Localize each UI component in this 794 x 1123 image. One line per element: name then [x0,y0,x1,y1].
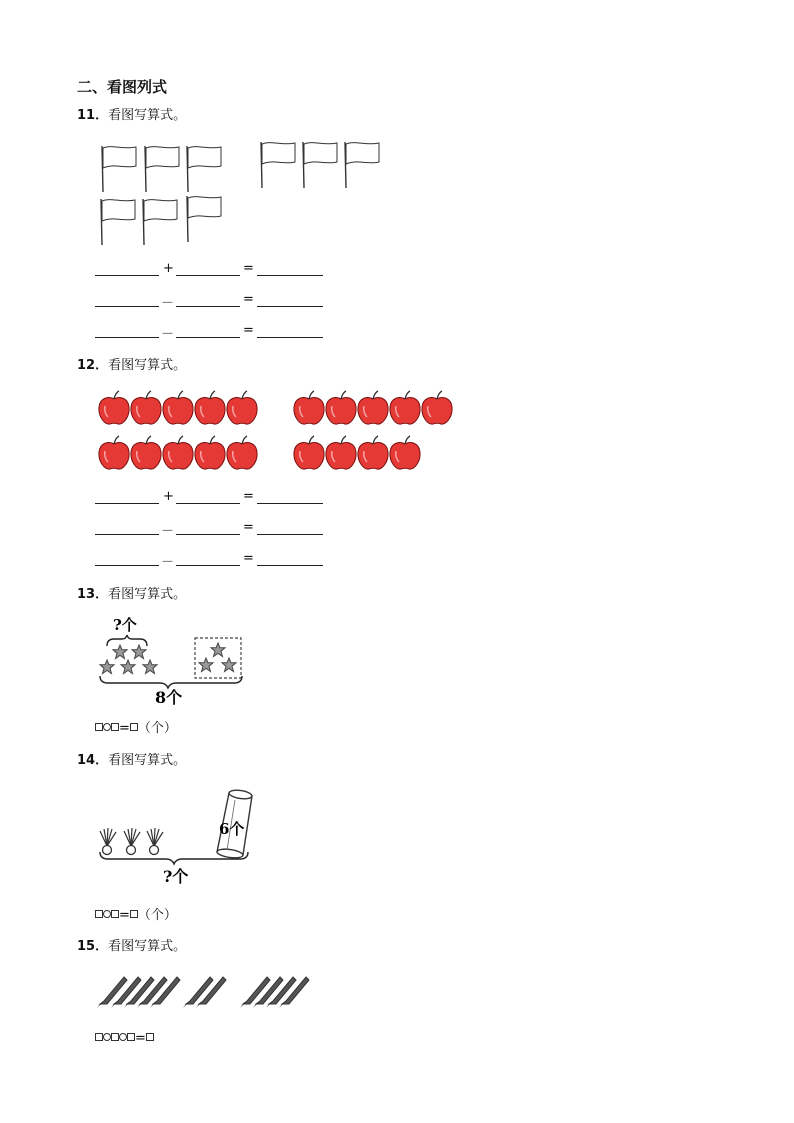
question-number: 13． [77,587,109,602]
plus-sign: + [163,489,174,504]
question-text: 看图写算式。 [108,358,187,373]
question-text: 看图写算式。 [108,108,187,123]
pencil-icon [97,977,127,1008]
minus-sign: － [161,524,175,539]
q14-cup-label: 6个 [219,820,245,838]
question-text: 看图写算式。 [108,587,187,602]
answer-box[interactable] [127,1033,135,1041]
minus-sign: － [161,327,175,342]
equals-sign: = [243,551,254,566]
q13-bottom-label: 8个 [155,688,183,707]
answer-box[interactable] [146,1033,154,1041]
answer-template [95,1031,154,1046]
equals-sign: = [135,1031,146,1046]
question-number: 15． [77,939,109,954]
equals-sign: = [243,292,254,307]
unit-label: （个） [137,908,177,923]
unit-label: （个） [137,721,177,736]
plus-sign: + [163,261,174,276]
operator-circle[interactable] [103,1033,111,1041]
minus-sign: － [161,296,175,311]
equals-sign: = [243,520,254,535]
equals-sign: = [243,489,254,504]
pencil-icon [240,977,270,1008]
section-title: 二、看图列式 [77,78,168,96]
equals-sign: = [119,721,130,736]
question-text: 看图写算式。 [108,753,187,768]
question-number: 12． [77,358,109,373]
answer-box[interactable] [95,1033,103,1041]
equals-sign: = [243,323,254,338]
minus-sign: － [161,555,175,570]
question-text: 看图写算式。 [108,939,187,954]
answer-box[interactable] [111,1033,119,1041]
equals-sign: = [119,908,130,923]
equals-sign: = [243,261,254,276]
question-number: 14． [77,753,109,768]
operator-circle[interactable] [119,1033,127,1041]
q13-top-label: ?个 [113,616,137,634]
pencil-icon [183,977,213,1008]
question-number: 11． [77,108,109,123]
q14-bottom-label: ?个 [163,867,189,886]
